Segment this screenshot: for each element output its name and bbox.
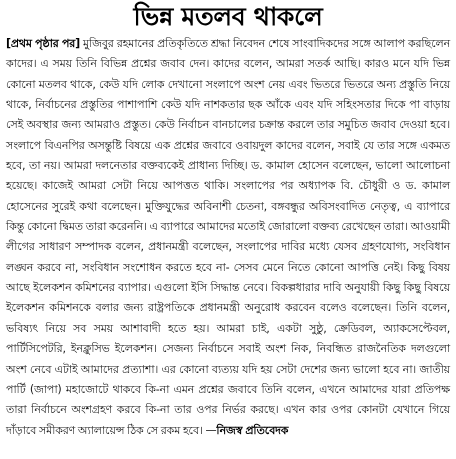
headline: ভিন্ন মতলব থাকলে (133, 2, 323, 31)
article-body (0, 32, 456, 441)
article-body-text: মুজিবুর রহমানের প্রতিকৃতিতে শ্রদ্ধা নিবেদন শেষে সাংবাদিকদের সঙ্গে আলাপ করছিলেন কাদের। এ সময় তিনি বিভিন্ন প্রশ্নের জবাব দেন। কাদের বলেন, আমরা সতর্ক আছি। কারও মনে যদি ভিন্ন কোনো মতলব থাকে, কেউ যদি লোক দেখানো সংলাপে অংশ নেয় এবং ভিতরে ভিতরে অন্য প্রস্তুতি নিয়ে থাকে, নির্বাচনের প্রস্তুতির পাশাপাশি কেউ যদি নাশকতার ছক আঁকে এবং যদি সহিংসতার দিকে পা বাড়ায় সেই অবস্থার জন্য আমরাও প্রস্তুত। কেউ নির্বাচন বানচালের চক্রান্ত করলে তার সমুচিত জবাব দেওয়া হবে। সংলাপে বিএনপির অসন্তুষ্টি বিষয়ে এক প্রশ্নের জবাবে ওবায়দুল কাদের বলেন, সবাই যে তার সঙ্গে একমত হবে, তা নয়। আমরা দলনেতার বক্তব্যকেই প্রাধান্য দিচ্ছি। ড. কামাল হোসেন বলেছেন, ভালো আলোচনা হয়েছে। কাজেই আমরা সেটা নিয়ে আপত্তত থাকি। সংলাপের পর অধ্যাপক বি. চৌধুরী ও ড. কামাল হোসেনের সুরেই কথা বলেছেন। মুক্তিযুদ্ধের অবিনাশী চেতনা, বঙ্গবন্ধুর অবিসংবাদিত নেতৃত্ব, এ ব্যাপারে কিন্তু কোনো দ্বিমত তারা করেননি। এ ব্যাপারে আমাদের মতোই জোরালো বক্তব্য রেখেছেন তারা। আওয়ামী লীগের সাধারণ সম্পাদক বলেন, প্রধানমন্ত্রী বলেছেন, সংলাপের দাবির মধ্যে যেসব গ্রহণযোগ্য, সংবিধান লঙ্ঘন করবে না, সংবিধান সংশোধন করতে হবে না- সেসব মেনে নিতে কোনো আপত্তি নেই। কিছু বিষয় আছে ইলেকশন কমিশনের ব্যাপার। এগুলো ইসি সিদ্ধান্ত নেবে। বিকল্পধারার দাবি অনুযায়ী কিছু কিছু বিষয়ে ইলেকশন কমিশনকে বলার জন্য রাষ্ট্রপতিকে প্রধানমন্ত্রী অনুরোধ করবেন বলেও বলেছেন। তিনি বলেন, ভবিষ্যৎ নিয়ে সব সময় আশাবাদী হতে হয়। আমরা চাই, একটা সুষ্ঠু, ক্রেডিবল, অ্যাকসেপ্টেবল, পার্টিসিপেটরি, ইনক্লুসিভ ইলেকশন। সেজন্য নির্বাচনে সবাই অংশ নিক, নিবন্ধিত রাজনৈতিক দলগুলো অংশ নেবে এটাই আমাদের প্রত্যাশা। এর কোনো ব্যত্যয় যদি হয় সেটা দেশের জন্য ভালো হবে না। জাতীয় পার্টি (জাপা) মহাজোটে থাকবে কি-না এমন প্রশ্নের জবাবে তিনি বলেন, এখনে আমাদের যারা প্রতিপক্ষ তারা নির্বাচনে অংশগ্রহণ করবে কি-না তার ওপর নির্ভর করছে। এখন কার ওপর কোনটা যেখানে গিয়ে দাঁড়াবে সমীকরণ অ্যালায়েন্স ঠিক সে রকম হবে। — (6, 37, 450, 437)
byline: নিজস্ব প্রতিবেদক (216, 423, 289, 437)
continued-from-front-page-label: [প্রথম পৃষ্ঠার পর] (6, 37, 80, 50)
